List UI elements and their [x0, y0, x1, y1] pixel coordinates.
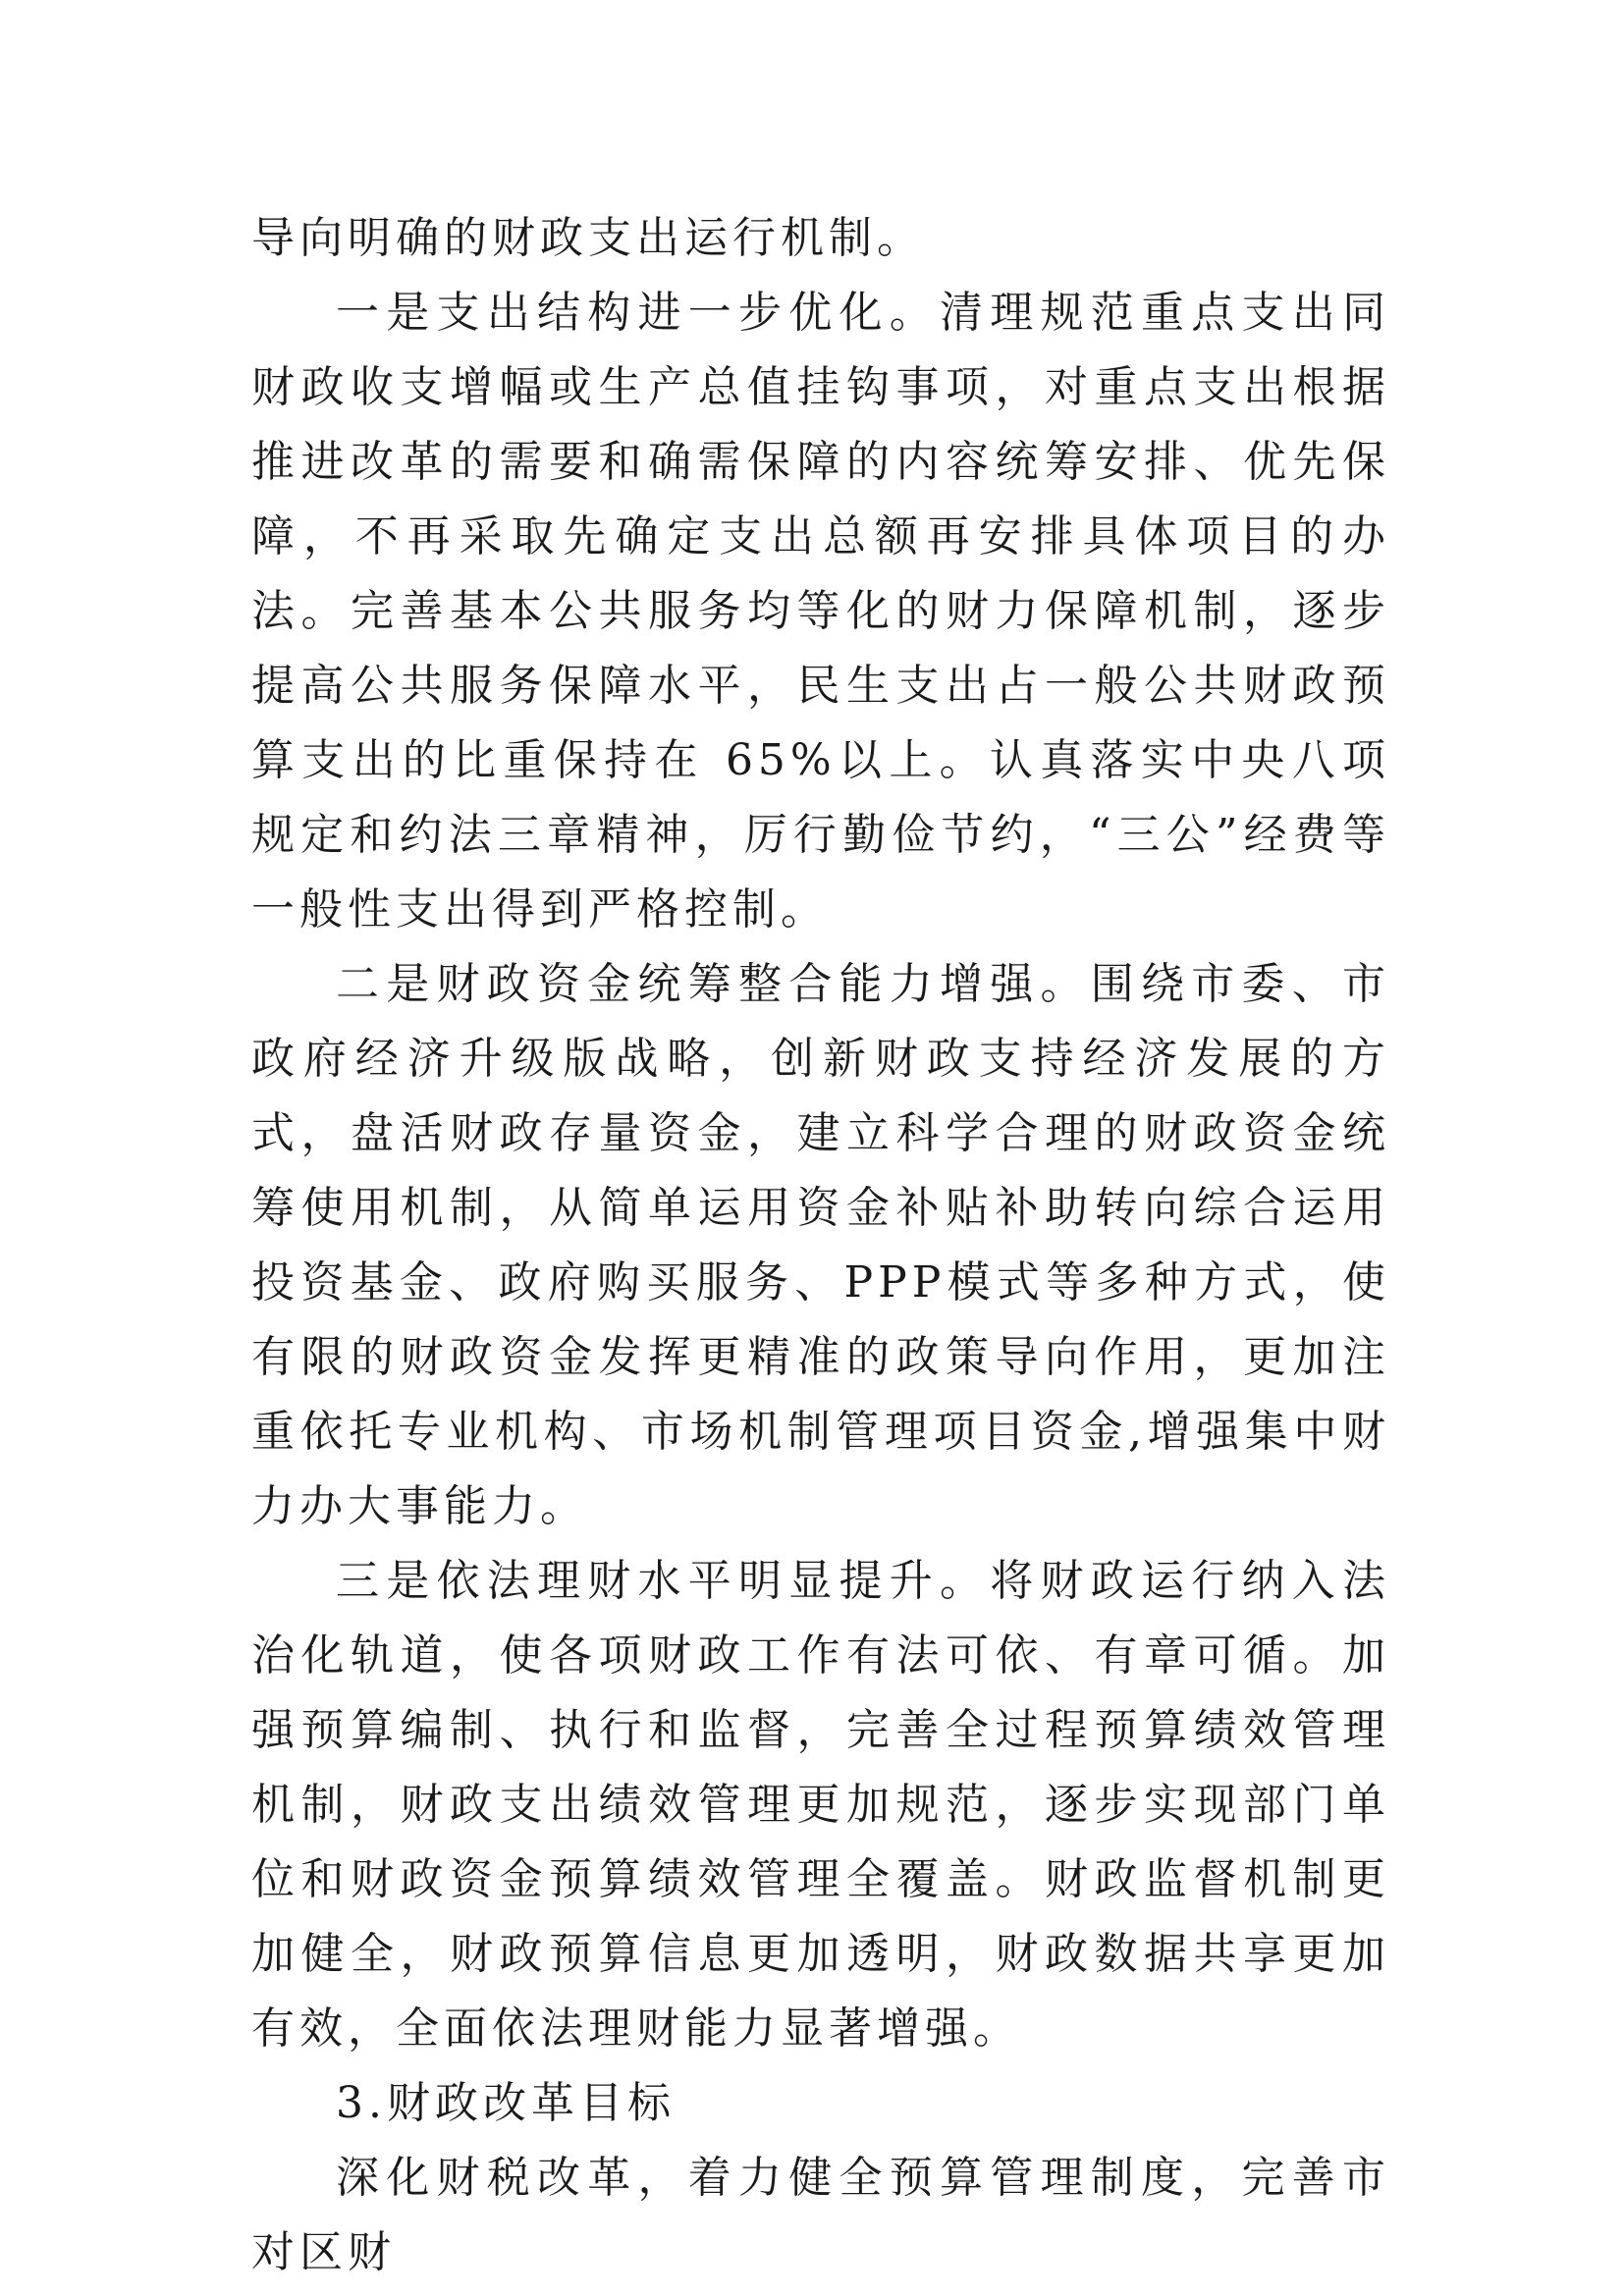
paragraph-fund-integration: 二是财政资金统筹整合能力增强。围绕市委、市政府经济升级版战略，创新财政支持经济发展的方式，盘活财政存量资金，建立科学合理的财政资金统筹使用机制，从简单运用资金补贴补助转向综合运用投资基金、政府购买服务、PPP模式等多种方式，使有限的财政资金发挥更精准的政策导向作用，更加注重依托专业机构、市场机制管理项目资金,增强集中财力办大事能力。	[251, 959, 1390, 1531]
paragraph-expenditure-structure: 一是支出结构进一步优化。清理规范重点支出同财政收支增幅或生产总值挂钩事项，对重点支出根据推进改革的需要和确需保障的内容统筹安排、优先保障，不再采取先确定支出总额再安排具体项目的办法。完善基本公共服务均等化的财力保障机制，逐步提高公共服务保障水平，民生支出占一般公共财政预算支出的比重保持在 65%以上。认真落实中央八项规定和约法三章精神，厉行勤俭节约，“三公”经费等一般性支出得到严格控制。	[251, 288, 1390, 934]
paragraph-deepen-reform: 深化财税改革，着力健全预算管理制度，完善市对区财	[251, 2153, 1390, 2277]
document-body	[251, 201, 1390, 2290]
paragraph-rule-of-law-finance: 三是依法理财水平明显提升。将财政运行纳入法治化轨道，使各项财政工作有法可依、有章可循。加强预算编制、执行和监督，完善全过程预算绩效管理机制，财政支出绩效管理更加规范，逐步实现部门单位和财政资金预算绩效管理全覆盖。财政监督机制更加健全，财政预算信息更加透明，财政数据共享更加有效，全面依法理财能力显著增强。	[251, 1556, 1390, 2054]
section-heading-reform-goals: 3.财政改革目标	[336, 2078, 676, 2128]
paragraph-continuation: 导向明确的财政支出运行机制。	[251, 213, 925, 263]
